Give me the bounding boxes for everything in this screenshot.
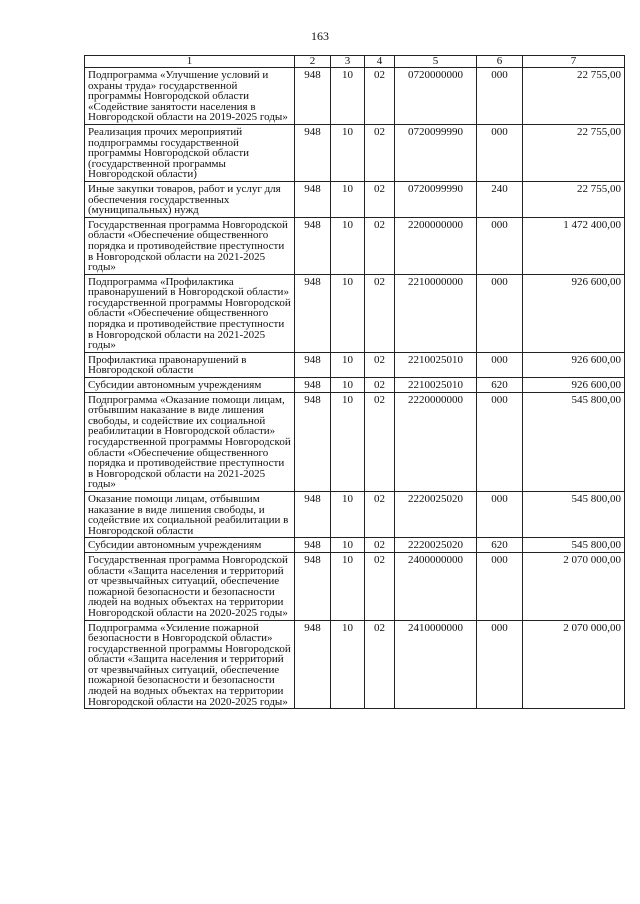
row-target-article: 2220000000 [395, 392, 477, 491]
row-amount: 926 600,00 [523, 352, 625, 377]
row-expense-type: 000 [477, 274, 523, 352]
row-subsection: 02 [365, 620, 395, 709]
table-row [85, 217, 625, 274]
row-expense-type: 000 [477, 352, 523, 377]
row-expense-type: 240 [477, 181, 523, 217]
row-expense-type: 000 [477, 392, 523, 491]
row-subsection: 02 [365, 274, 395, 352]
row-section: 10 [331, 538, 365, 553]
row-section: 10 [331, 274, 365, 352]
header-cell-5: 5 [395, 56, 477, 68]
table-row [85, 181, 625, 217]
row-section: 10 [331, 352, 365, 377]
row-amount: 1 472 400,00 [523, 217, 625, 274]
table-row [85, 124, 625, 181]
row-section: 10 [331, 552, 365, 620]
page-number: 163 [311, 29, 329, 43]
row-section: 10 [331, 181, 365, 217]
row-expense-type: 000 [477, 124, 523, 181]
row-subsection: 02 [365, 124, 395, 181]
row-section: 10 [331, 68, 365, 125]
row-expense-type: 620 [477, 378, 523, 393]
row-target-article: 2210025010 [395, 378, 477, 393]
row-target-article: 2400000000 [395, 552, 477, 620]
row-ministry-code: 948 [295, 181, 331, 217]
row-ministry-code: 948 [295, 552, 331, 620]
row-target-article: 2220025020 [395, 491, 477, 537]
row-expense-type: 000 [477, 491, 523, 537]
table-row [85, 392, 625, 491]
table-row [85, 378, 625, 393]
row-name: Подпрограмма «Улучшение условий и охраны труда» государственной программы Новгородской области «Содействие занятости населения в Новгородской области на 2019-2025 годы» [85, 68, 295, 125]
row-amount: 545 800,00 [523, 392, 625, 491]
row-subsection: 02 [365, 538, 395, 553]
row-name: Подпрограмма «Усиление пожарной безопасности в Новгородской области» государственной программы Новгородской области «Защита населения и территорий от чрезвычайных ситуаций, обеспечение пожарной безопасности и безопасности людей на водных объектах на территории Новгородской области на 2020-2025 годы» [85, 620, 295, 709]
header-cell-4: 4 [365, 56, 395, 68]
row-name: Подпрограмма «Оказание помощи лицам, отбывшим наказание в виде лишения свободы, и содействие их социальной реабилитации в Новгородской области» государственной программы Новгородской области «Обеспечение общественного порядка и противодействие преступности в Новгородской области на 2021-2025 годы» [85, 392, 295, 491]
budget-table [84, 55, 625, 709]
row-ministry-code: 948 [295, 538, 331, 553]
row-subsection: 02 [365, 378, 395, 393]
row-target-article: 2410000000 [395, 620, 477, 709]
row-ministry-code: 948 [295, 378, 331, 393]
row-amount: 926 600,00 [523, 378, 625, 393]
row-name: Оказание помощи лицам, отбывшим наказание в виде лишения свободы, и содействие их социальной реабилитации в Новгородской области [85, 491, 295, 537]
header-row [85, 56, 625, 68]
row-amount: 22 755,00 [523, 181, 625, 217]
row-expense-type: 000 [477, 68, 523, 125]
table-row [85, 491, 625, 537]
row-ministry-code: 948 [295, 274, 331, 352]
table-row [85, 552, 625, 620]
header-cell-1: 1 [85, 56, 295, 68]
row-subsection: 02 [365, 352, 395, 377]
header-cell-6: 6 [477, 56, 523, 68]
row-amount: 22 755,00 [523, 68, 625, 125]
row-amount: 2 070 000,00 [523, 620, 625, 709]
row-section: 10 [331, 124, 365, 181]
row-ministry-code: 948 [295, 352, 331, 377]
row-target-article: 2220025020 [395, 538, 477, 553]
row-subsection: 02 [365, 217, 395, 274]
row-subsection: 02 [365, 552, 395, 620]
row-name: Подпрограмма «Профилактика правонарушений в Новгородской области» государственной программы Новгородской области «Обеспечение общественного порядка и противодействие преступности в Новгородской области на 2021-2025 годы» [85, 274, 295, 352]
row-expense-type: 000 [477, 217, 523, 274]
row-ministry-code: 948 [295, 491, 331, 537]
table-row [85, 68, 625, 125]
row-section: 10 [331, 378, 365, 393]
table-row [85, 352, 625, 377]
row-ministry-code: 948 [295, 124, 331, 181]
row-target-article: 2210025010 [395, 352, 477, 377]
header-cell-3: 3 [331, 56, 365, 68]
header-cell-7: 7 [523, 56, 625, 68]
table-row [85, 274, 625, 352]
row-subsection: 02 [365, 491, 395, 537]
row-subsection: 02 [365, 181, 395, 217]
row-ministry-code: 948 [295, 217, 331, 274]
header-cell-2: 2 [295, 56, 331, 68]
row-name: Иные закупки товаров, работ и услуг для обеспечения государственных (муниципальных) нужд [85, 181, 295, 217]
row-amount: 926 600,00 [523, 274, 625, 352]
row-ministry-code: 948 [295, 620, 331, 709]
row-ministry-code: 948 [295, 392, 331, 491]
row-expense-type: 000 [477, 552, 523, 620]
row-name: Субсидии автономным учреждениям [85, 538, 295, 553]
row-ministry-code: 948 [295, 68, 331, 125]
row-expense-type: 000 [477, 620, 523, 709]
row-section: 10 [331, 392, 365, 491]
row-name: Субсидии автономным учреждениям [85, 378, 295, 393]
row-name: Профилактика правонарушений в Новгородской области [85, 352, 295, 377]
table-row [85, 538, 625, 553]
row-amount: 22 755,00 [523, 124, 625, 181]
row-expense-type: 620 [477, 538, 523, 553]
row-section: 10 [331, 620, 365, 709]
row-amount: 545 800,00 [523, 538, 625, 553]
row-amount: 2 070 000,00 [523, 552, 625, 620]
row-amount: 545 800,00 [523, 491, 625, 537]
row-section: 10 [331, 217, 365, 274]
row-target-article: 0720000000 [395, 68, 477, 125]
row-name: Государственная программа Новгородской области «Защита населения и территорий от чрезвычайных ситуаций, обеспечение пожарной безопасности и безопасности людей на водных объектах на территории Новгородской области на 2020-2025 годы» [85, 552, 295, 620]
row-target-article: 0720099990 [395, 181, 477, 217]
row-target-article: 2200000000 [395, 217, 477, 274]
row-name: Реализация прочих мероприятий подпрограммы государственной программы Новгородской области (государственной программы Новгородской области) [85, 124, 295, 181]
row-section: 10 [331, 491, 365, 537]
row-subsection: 02 [365, 68, 395, 125]
row-name: Государственная программа Новгородской области «Обеспечение общественного порядка и противодействие преступности в Новгородской области на 2021-2025 годы» [85, 217, 295, 274]
table-row [85, 620, 625, 709]
row-target-article: 2210000000 [395, 274, 477, 352]
row-subsection: 02 [365, 392, 395, 491]
row-target-article: 0720099990 [395, 124, 477, 181]
